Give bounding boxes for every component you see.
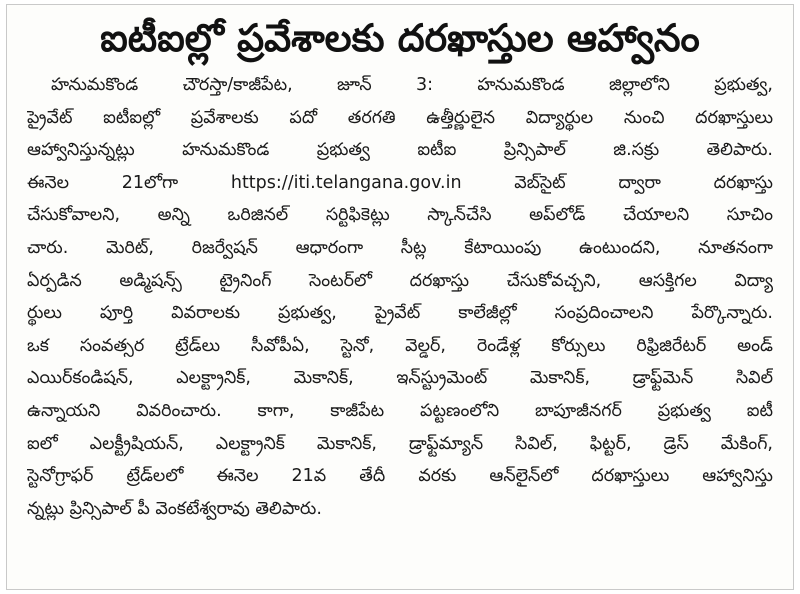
article-line: స్టెనోగ్రాఫర్ ట్రేడ్‌లలో ఈనెల 21వ తేదీ వరకు ఆన్‌లైన్‌లో దరఖాస్తులు ఆహ్వానిస్తు	[27, 466, 773, 487]
article-line: చేసుకోవాలని, అన్ని ఒరిజినల్ సర్టిఫికెట్లు స్కాన్‌చేసి అప్‌లోడ్ చేయాలని సూచిం	[27, 205, 773, 226]
newspaper-clipping	[6, 4, 794, 590]
article-body	[27, 69, 773, 525]
headline: ఐటీఐల్లో ప్రవేశాలకు దరఖాస్తుల ఆహ్వానం	[100, 16, 700, 60]
article-line: ఐలో ఎలక్ట్రీషియన్, ఎలక్ట్రానిక్ మెకానిక్, డ్రాఫ్ట్‌మ్యాన్ సివిల్, ఫిట్టర్, డ్రెస్ మేకింగ్,	[27, 433, 773, 454]
article-line: ఉన్నాయని వివరించారు. కాగా, కాజీపేట పట్టణంలోని బాపూజీనగర్ ప్రభుత్వ ఐటీ	[27, 400, 773, 421]
article-line: ఎయిర్‌కండిషన్, ఎలక్ట్రానిక్, మెకానిక్, ఇన్‌స్ట్రుమెంట్ మెకానిక్, డ్రాఫ్ట్‌మెన్ సివిల్	[27, 368, 773, 389]
article-line: న్నట్లు ప్రిన్సిపాల్ పీ వెంకటేశ్వరావు తెలిపారు.	[27, 498, 322, 519]
article-line: ఏర్పడిన అడ్మిషన్స్ ట్రైనింగ్ సెంటర్‌లో దరఖాస్తు చేసుకోవచ్చని, ఆసక్తిగల విద్యా	[27, 270, 773, 291]
article-line: ఆహ్వానిస్తున్నట్లు హనుమకొండ ప్రభుత్వ ఐటీఐ ప్రిన్సిపాల్ జి.సక్రు తెలిపారు.	[27, 140, 773, 161]
article-line: హనుమకొండ చౌరస్తా/కాజీపేట, జూన్ 3: హనుమకొండ జిల్లాలోని ప్రభుత్వ,	[51, 75, 773, 95]
article-line: ర్థులు పూర్తి వివరాలకు ప్రభుత్వ, ప్రైవేట్ కాలేజీల్లో సంప్రదించాలని పేర్కొన్నారు.	[27, 303, 773, 324]
article-line: ఒక సంవత్సర ట్రేడ్‌లు సీవోపీఏ, స్టెనో, వెల్డర్, రెండేళ్ల కోర్సులు రిఫ్రిజిరేటర్ అండ్	[27, 335, 773, 356]
article-line: ఈనెల 21లోగా https://iti.telangana.gov.in వెబ్‌సైట్ ద్వారా దరఖాస్తు	[27, 172, 773, 193]
article-line: ప్రైవేట్ ఐటీఐల్లో ప్రవేశాలకు పదో తరగతి ఉత్తీర్ణులైన విద్యార్థుల నుంచి దరఖాస్తులు	[27, 107, 773, 128]
article-line: చారు. మెరిట్, రిజర్వేషన్ ఆధారంగా సీట్ల కేటాయింపు ఉంటుందని, నూతనంగా	[27, 237, 773, 258]
